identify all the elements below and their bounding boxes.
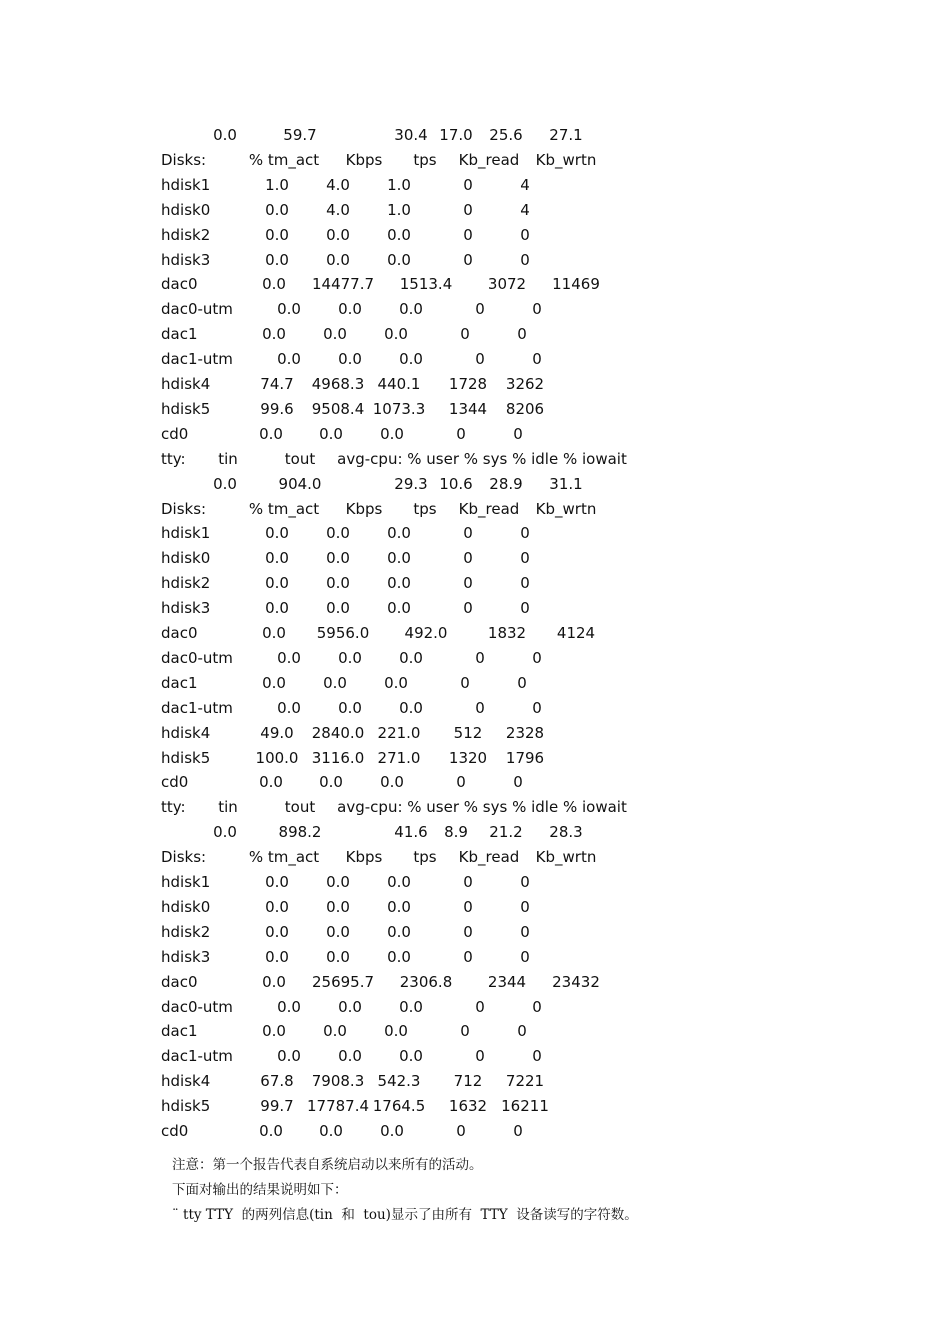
stat-value: 0	[463, 873, 473, 891]
stats-line	[0, 698, 950, 723]
stat-value: 1632	[448, 1097, 488, 1116]
stat-value: 0	[520, 549, 530, 568]
row-label: Disks:	[161, 848, 207, 867]
stat-value: 16211	[501, 1097, 549, 1116]
stat-value: 0.0	[399, 648, 423, 667]
row-label: dac0	[161, 275, 198, 294]
stat-value: 0	[517, 325, 527, 344]
row-label: dac0-utm	[161, 997, 233, 1016]
stat-value: 0.0	[259, 1122, 283, 1140]
stat-value: 0.0	[319, 773, 343, 792]
row-label: hdisk3	[161, 250, 211, 269]
row-label: hdisk0	[161, 200, 211, 219]
row-label: hdisk2	[161, 225, 211, 244]
stat-value: 898.2	[278, 823, 322, 842]
stat-value: 0	[463, 574, 473, 593]
row-label: cd0	[161, 773, 189, 792]
stats-line	[0, 175, 950, 200]
stats-line	[0, 399, 950, 424]
stats-line	[0, 1096, 950, 1121]
stat-value: 0.0	[399, 997, 423, 1016]
stats-line	[0, 250, 950, 275]
row-label: dac0	[161, 972, 198, 991]
stat-value: 2306.8	[399, 972, 453, 991]
stat-value: 0.0	[323, 673, 347, 692]
row-label: hdisk0	[161, 897, 211, 916]
stats-line	[0, 972, 950, 997]
stat-value: 0	[475, 300, 485, 319]
stat-value: 0.0	[326, 225, 350, 244]
stat-value: 0.0	[265, 897, 289, 916]
stat-value: 0.0	[387, 574, 411, 593]
stats-line	[0, 897, 950, 922]
stat-value: 712	[453, 1072, 483, 1091]
stat-value: 0.0	[399, 350, 423, 369]
stats-line	[0, 324, 950, 349]
stat-value: 2328	[505, 723, 545, 742]
stat-value: 512	[453, 723, 483, 742]
stat-value: Kb_read	[458, 848, 520, 867]
stat-value: 0.0	[326, 574, 350, 593]
stat-value: 0.0	[399, 698, 423, 717]
stat-value: Kbps	[345, 499, 383, 518]
stat-value: 49.0	[260, 723, 294, 742]
stat-value: 0.0	[265, 922, 289, 941]
stat-value: 0	[460, 673, 470, 692]
stat-value: 0	[463, 922, 473, 941]
stats-line	[0, 573, 950, 598]
stat-value: 0	[475, 698, 485, 717]
stat-value: 4	[520, 175, 530, 194]
stat-value: 0.0	[387, 524, 411, 543]
stat-value: 100.0	[255, 748, 299, 767]
stat-value: 28.9	[489, 474, 523, 493]
stat-value: 4968.3	[311, 375, 365, 393]
stat-value: 0	[513, 424, 523, 443]
stats-line	[0, 872, 950, 897]
stats-line	[0, 623, 950, 648]
note-tty-columns: ¨ tty TTY 的两列信息(tin 和 tou)显示了由所有 TTY 设备读写的字符数。	[172, 1207, 638, 1223]
stat-value: 0	[460, 1022, 470, 1041]
stat-value: 0.0	[319, 424, 343, 443]
stat-value: 0	[520, 922, 530, 941]
stat-value: 25.6	[489, 126, 523, 144]
stat-value: 74.7	[260, 375, 294, 393]
stat-value: 0.0	[326, 524, 350, 543]
stat-value: 0.0	[265, 225, 289, 244]
stat-value: 27.1	[549, 126, 583, 144]
stat-value: 9508.4	[311, 399, 365, 418]
stat-value: 1.0	[387, 175, 411, 194]
stat-value: 10.6	[439, 474, 473, 493]
row-label: hdisk5	[161, 1097, 211, 1116]
stat-value: 0.0	[277, 698, 301, 717]
stat-value: 25695.7	[311, 972, 375, 991]
stat-value: 1073.3	[372, 399, 426, 418]
stats-line	[0, 424, 950, 449]
stat-value: 21.2	[489, 823, 523, 842]
row-label: dac1-utm	[161, 698, 233, 717]
stat-value: 0.0	[265, 599, 289, 618]
stat-value: 2344	[487, 972, 527, 991]
stat-value: 23432	[552, 972, 600, 991]
stat-value: 0.0	[399, 300, 423, 319]
row-label: dac1-utm	[161, 1047, 233, 1066]
stats-line	[0, 374, 950, 399]
stat-value: 0.0	[326, 599, 350, 618]
stat-value: 0	[513, 773, 523, 792]
row-label: hdisk5	[161, 748, 211, 767]
stat-value: 0.0	[384, 1022, 408, 1041]
stat-value: 0	[520, 873, 530, 891]
stats-line	[0, 748, 950, 773]
stat-value: 7221	[505, 1072, 545, 1091]
note-explanation-intro: 下面对输出的结果说明如下：	[172, 1182, 348, 1198]
stat-value: 1832	[487, 624, 527, 642]
stat-value: 0.0	[265, 947, 289, 966]
stat-value: 0.0	[213, 823, 237, 842]
stat-value: % tm_act	[248, 150, 320, 169]
stat-value: 4	[520, 200, 530, 219]
row-label: hdisk4	[161, 375, 211, 393]
stat-value: 17.0	[439, 126, 473, 144]
stat-value: 0	[463, 947, 473, 966]
row-label: dac1	[161, 325, 198, 344]
row-label: cd0	[161, 424, 189, 443]
stat-value: 0.0	[338, 350, 362, 369]
stat-value: 0	[456, 773, 466, 792]
stats-line	[0, 1071, 950, 1096]
stat-value: 0	[517, 1022, 527, 1041]
stat-value: 0	[463, 225, 473, 244]
stats-line	[0, 1021, 950, 1046]
stat-value: 0.0	[338, 1047, 362, 1066]
stat-value: tps	[413, 499, 437, 518]
stat-value: 17787.4	[306, 1097, 370, 1116]
stat-value: 0.0	[387, 225, 411, 244]
row-label: tty:	[161, 798, 186, 817]
stat-value: 904.0	[278, 474, 322, 493]
stat-value: 0	[463, 524, 473, 543]
stat-value: 1796	[505, 748, 545, 767]
stats-line	[0, 225, 950, 250]
stat-value: tout	[284, 798, 316, 817]
stat-value: 0.0	[387, 599, 411, 618]
stat-value: 221.0	[377, 723, 421, 742]
stat-value: 0.0	[262, 972, 286, 991]
stat-value: 0	[463, 175, 473, 194]
stat-value: 0	[532, 997, 542, 1016]
stat-value: 5956.0	[316, 624, 370, 642]
stat-value: Kbps	[345, 150, 383, 169]
stat-value: 0	[532, 1047, 542, 1066]
stat-value: tps	[413, 848, 437, 867]
row-label: cd0	[161, 1122, 189, 1140]
stats-line	[0, 772, 950, 797]
stat-value: 0.0	[262, 1022, 286, 1041]
notes-section	[172, 1154, 912, 1229]
stat-value: tps	[413, 150, 437, 169]
stat-value: 0.0	[259, 424, 283, 443]
stat-value: 1.0	[265, 175, 289, 194]
stat-value: avg-cpu: % user % sys % idle % iowait	[337, 449, 627, 468]
stat-value: 0.0	[338, 648, 362, 667]
stats-line	[0, 847, 950, 872]
stat-value: tout	[284, 449, 316, 468]
stat-value: 4124	[556, 624, 596, 642]
stats-line	[0, 673, 950, 698]
stat-value: 0	[475, 648, 485, 667]
stat-value: avg-cpu: % user % sys % idle % iowait	[337, 798, 627, 817]
stat-value: 0	[520, 225, 530, 244]
stats-line	[0, 474, 950, 499]
stats-line	[0, 1046, 950, 1071]
row-label: dac1-utm	[161, 350, 233, 369]
row-label: dac0	[161, 624, 198, 642]
stat-value: 0	[513, 1122, 523, 1140]
row-label: tty:	[161, 449, 186, 468]
stat-value: tin	[218, 798, 238, 817]
row-label: dac0-utm	[161, 300, 233, 319]
row-label: dac0-utm	[161, 648, 233, 667]
stat-value: 1513.4	[399, 275, 453, 294]
stat-value: 0.0	[262, 673, 286, 692]
stat-value: 30.4	[394, 126, 428, 144]
stat-value: 0.0	[380, 773, 404, 792]
stats-line	[0, 797, 950, 822]
stat-value: Kb_read	[458, 150, 520, 169]
row-label: dac1	[161, 1022, 198, 1041]
stat-value: 0.0	[387, 947, 411, 966]
row-label: hdisk4	[161, 723, 211, 742]
stat-value: 0	[456, 1122, 466, 1140]
stat-value: 0	[463, 599, 473, 618]
stat-value: % tm_act	[248, 848, 320, 867]
stat-value: 0.0	[265, 549, 289, 568]
stat-value: 0.0	[387, 549, 411, 568]
stat-value: Kb_wrtn	[535, 150, 597, 169]
stat-value: 0	[463, 250, 473, 269]
stat-value: 0	[463, 549, 473, 568]
stats-line	[0, 723, 950, 748]
stat-value: 99.6	[260, 399, 294, 418]
stats-line	[0, 125, 950, 150]
stat-value: 1344	[448, 399, 488, 418]
row-label: hdisk1	[161, 524, 211, 543]
stat-value: 0	[517, 673, 527, 692]
stat-value: 0.0	[265, 524, 289, 543]
stat-value: 0	[475, 997, 485, 1016]
row-label: hdisk0	[161, 549, 211, 568]
stats-line	[0, 299, 950, 324]
row-label: hdisk1	[161, 873, 211, 891]
stat-value: 0.0	[323, 325, 347, 344]
stats-line	[0, 499, 950, 524]
stat-value: 0	[463, 897, 473, 916]
stat-value: 0.0	[326, 947, 350, 966]
stat-value: 0.0	[213, 126, 237, 144]
stats-line	[0, 1121, 950, 1146]
stat-value: 29.3	[394, 474, 428, 493]
stat-value: 0.0	[277, 300, 301, 319]
stat-value: 0.0	[326, 873, 350, 891]
stat-value: 0	[463, 200, 473, 219]
stat-value: 0.0	[265, 250, 289, 269]
stat-value: 0.0	[265, 574, 289, 593]
stat-value: tin	[218, 449, 238, 468]
stat-value: 0.0	[387, 922, 411, 941]
stat-value: 0	[532, 648, 542, 667]
stat-value: 0.0	[323, 1022, 347, 1041]
stat-value: 0.0	[277, 997, 301, 1016]
stat-value: 0.0	[338, 997, 362, 1016]
stat-value: 0.0	[277, 648, 301, 667]
stat-value: 0	[520, 599, 530, 618]
stats-line	[0, 947, 950, 972]
stat-value: 271.0	[377, 748, 421, 767]
stat-value: 99.7	[260, 1097, 294, 1116]
stat-value: 0.0	[387, 250, 411, 269]
row-label: hdisk3	[161, 599, 211, 618]
stats-line	[0, 648, 950, 673]
stats-line	[0, 200, 950, 225]
stat-value: 11469	[552, 275, 600, 294]
stats-line	[0, 274, 950, 299]
stat-value: 59.7	[283, 126, 317, 144]
stat-value: 3262	[505, 375, 545, 393]
stat-value: 0	[532, 698, 542, 717]
stat-value: 0.0	[380, 1122, 404, 1140]
row-label: dac1	[161, 673, 198, 692]
row-label: Disks:	[161, 150, 207, 169]
stat-value: 67.8	[260, 1072, 294, 1091]
stat-value: Kb_wrtn	[535, 848, 597, 867]
stat-value: 0.0	[277, 1047, 301, 1066]
stats-line	[0, 449, 950, 474]
stat-value: 0	[475, 350, 485, 369]
stats-line	[0, 598, 950, 623]
stat-value: 3072	[487, 275, 527, 294]
stat-value: 1320	[448, 748, 488, 767]
stat-value: 0	[520, 574, 530, 593]
stat-value: 0.0	[380, 424, 404, 443]
stat-value: 0	[532, 350, 542, 369]
stat-value: 542.3	[377, 1072, 421, 1091]
stat-value: 440.1	[377, 375, 421, 393]
stats-line	[0, 523, 950, 548]
stat-value: 0	[475, 1047, 485, 1066]
stat-value: 28.3	[549, 823, 583, 842]
stat-value: 0.0	[384, 325, 408, 344]
stat-value: 31.1	[549, 474, 583, 493]
stat-value: 3116.0	[311, 748, 365, 767]
stat-value: % tm_act	[248, 499, 320, 518]
stat-value: 0	[520, 897, 530, 916]
stats-line	[0, 822, 950, 847]
stat-value: 0.0	[384, 673, 408, 692]
stat-value: 0.0	[326, 897, 350, 916]
stat-value: 0.0	[326, 250, 350, 269]
stat-value: 4.0	[326, 200, 350, 219]
stat-value: 14477.7	[311, 275, 375, 294]
stat-value: 8206	[505, 399, 545, 418]
stat-value: 0	[520, 947, 530, 966]
row-label: hdisk1	[161, 175, 211, 194]
stat-value: 0	[460, 325, 470, 344]
stat-value: 0	[456, 424, 466, 443]
stats-line	[0, 548, 950, 573]
stat-value: 0.0	[265, 200, 289, 219]
stat-value: 0.0	[262, 275, 286, 294]
stat-value: 0.0	[259, 773, 283, 792]
stat-value: 0.0	[265, 873, 289, 891]
stat-value: 2840.0	[311, 723, 365, 742]
stat-value: 1764.5	[372, 1097, 426, 1116]
stat-value: 7908.3	[311, 1072, 365, 1091]
stats-line	[0, 997, 950, 1022]
stat-value: 1.0	[387, 200, 411, 219]
stat-value: 0.0	[387, 873, 411, 891]
row-label: hdisk4	[161, 1072, 211, 1091]
stat-value: 8.9	[444, 823, 468, 842]
stat-value: 0.0	[262, 624, 286, 642]
stats-line	[0, 349, 950, 374]
row-label: hdisk3	[161, 947, 211, 966]
row-label: hdisk5	[161, 399, 211, 418]
stat-value: 4.0	[326, 175, 350, 194]
row-label: hdisk2	[161, 922, 211, 941]
note-first-report: 注意：第一个报告代表自系统启动以来所有的活动。	[172, 1157, 483, 1173]
stat-value: 0.0	[338, 698, 362, 717]
stat-value: 0.0	[399, 1047, 423, 1066]
stat-value: 1728	[448, 375, 488, 393]
stat-value: 0.0	[326, 922, 350, 941]
stats-line	[0, 922, 950, 947]
stat-value: 492.0	[404, 624, 448, 642]
stat-value: 0.0	[338, 300, 362, 319]
stat-value: 0.0	[277, 350, 301, 369]
stat-value: 0	[520, 250, 530, 269]
row-label: Disks:	[161, 499, 207, 518]
stat-value: 0.0	[262, 325, 286, 344]
stat-value: 0	[520, 524, 530, 543]
stat-value: 0	[532, 300, 542, 319]
stat-value: 0.0	[326, 549, 350, 568]
row-label: hdisk2	[161, 574, 211, 593]
stat-value: 41.6	[394, 823, 428, 842]
stat-value: Kb_read	[458, 499, 520, 518]
stat-value: 0.0	[213, 474, 237, 493]
stat-value: Kbps	[345, 848, 383, 867]
stats-line	[0, 150, 950, 175]
stat-value: Kb_wrtn	[535, 499, 597, 518]
stat-value: 0.0	[319, 1122, 343, 1140]
stat-value: 0.0	[387, 897, 411, 916]
